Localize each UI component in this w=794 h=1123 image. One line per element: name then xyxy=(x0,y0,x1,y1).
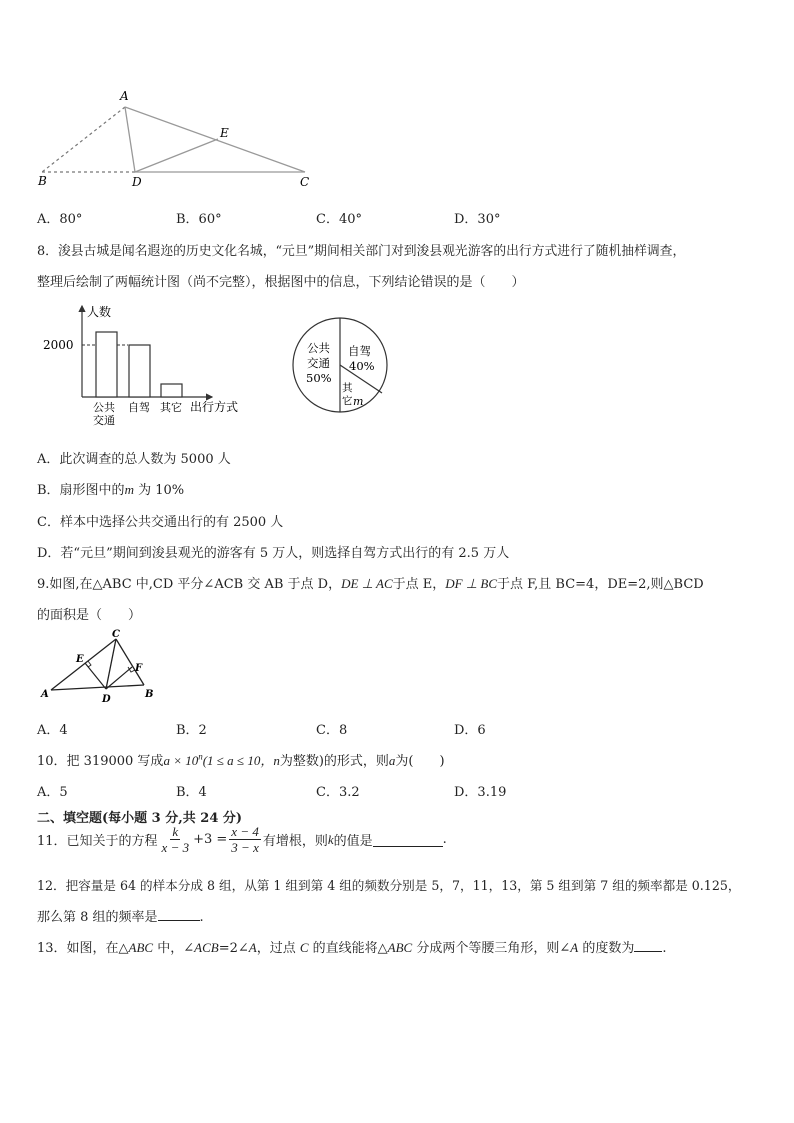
q9-label-C: C xyxy=(112,629,120,640)
q11-end: . xyxy=(442,832,447,847)
q12-stem-line1: 12．把容量是 64 的样本分成 8 组，从第 1 组到第 4 组的频数分别是 5，7，11，13，第 5 组到第 7 组的频率都是 0.125， xyxy=(37,878,741,893)
q10-option-d: D．3.19 xyxy=(454,785,507,800)
q9-math-df-bc: DF ⊥ BC xyxy=(445,576,498,591)
x-tick-self: 自驾 xyxy=(128,401,150,414)
q10-pre: 10．把 319000 写成 xyxy=(37,754,164,769)
bar-chart-travel xyxy=(40,300,255,428)
q8-option-d: D．若“元旦”期间到浚县观光的游客有 5 万人，则选择自驾方式出行的有 2.5 万人 xyxy=(37,546,510,561)
q11-fraction-2 xyxy=(229,824,261,855)
q10-stem xyxy=(37,750,445,769)
q9-stem-b: 于点 E， xyxy=(392,577,446,592)
label-A: A xyxy=(120,89,129,103)
q7-option-a: A．80° xyxy=(37,212,83,227)
q9-label-F: F xyxy=(135,663,143,674)
q13-answer-blank[interactable] xyxy=(634,939,662,952)
q11-pre: 11．已知关于的方程 xyxy=(37,834,158,849)
x-axis-label: 出行方式 xyxy=(190,400,239,414)
pie-label-other-1: 其 xyxy=(342,382,353,394)
q9-label-B: B xyxy=(145,689,154,700)
pie-chart-travel xyxy=(290,315,390,415)
pie-label-other-2: 它 xyxy=(342,395,353,407)
q11-post1: 有增根，则 xyxy=(262,834,328,849)
q11-f1-den: x − 3 xyxy=(161,840,190,855)
q12-answer-blank[interactable] xyxy=(158,908,200,921)
q13-mid5: 的度数为 xyxy=(578,941,635,956)
q9-stem-line2: 的面积是（ ） xyxy=(37,608,142,623)
label-C: C xyxy=(300,175,310,189)
q10-option-a: A．5 xyxy=(37,785,68,800)
q13-end: . xyxy=(662,941,667,956)
section-2-heading: 二、填空题(每小题 3 分,共 24 分) xyxy=(37,811,243,826)
q11-stem xyxy=(37,824,447,855)
q8-option-b xyxy=(37,479,184,498)
q10-post: 为整数)的形式，则 xyxy=(279,754,389,769)
y-axis-label: 人数 xyxy=(87,305,112,319)
q11-f2-num: x − 4 xyxy=(231,824,259,839)
q10-option-c: C．3.2 xyxy=(316,785,360,800)
q10-expr: a × 10 xyxy=(163,753,199,768)
q11-f2-den: 3 − x xyxy=(231,840,259,855)
q10-sup: n xyxy=(198,751,203,762)
bar-2 xyxy=(161,384,182,397)
triangle-figure-q7 xyxy=(30,85,330,195)
q9-label-A: A xyxy=(41,689,49,700)
q11-answer-blank[interactable] xyxy=(373,832,443,847)
q13-abc2: ABC xyxy=(387,940,413,955)
q10-n: n xyxy=(273,753,280,768)
q8-option-b-var: m xyxy=(124,482,134,497)
q8-option-b-post: 为 10% xyxy=(133,483,185,498)
q9-stem-a: 9.如图,在△ABC 中,CD 平分∠ACB 交 AB 于点 D， xyxy=(37,577,342,592)
q11-post2: 的值是 xyxy=(333,834,373,849)
label-E: E xyxy=(220,126,229,140)
q8-option-c: C．样本中选择公共交通出行的有 2500 人 xyxy=(37,515,284,530)
triangle-figure-q9 xyxy=(36,627,161,707)
q13-stem xyxy=(37,937,667,956)
pie-label-public-1: 公共 xyxy=(307,341,330,355)
q11-k: k xyxy=(327,831,334,847)
q9-option-a: A．4 xyxy=(37,723,68,738)
q13-eq: =2∠ xyxy=(218,941,249,956)
q11-fraction-1 xyxy=(160,824,192,855)
q9-label-D: D xyxy=(102,694,111,705)
q13-mid4: 分成两个等腰三角形，则∠ xyxy=(412,941,571,956)
q12-stem-line2 xyxy=(37,906,204,925)
bar-1 xyxy=(129,345,150,397)
q7-option-c: C．40° xyxy=(316,212,362,227)
label-D: D xyxy=(132,175,142,189)
q13-pre: 13．如图，在△ xyxy=(37,941,129,956)
pie-label-self-pct: 40% xyxy=(349,359,375,373)
y-tick-2000: 2000 xyxy=(43,338,74,352)
q10-cond: (1 ≤ a ≤ 10， xyxy=(202,753,274,768)
q13-a2: A xyxy=(570,940,579,955)
x-tick-public-1: 公共 xyxy=(93,401,115,414)
q7-option-b: B．60° xyxy=(176,212,222,227)
q13-mid2: ，过点 xyxy=(256,941,300,956)
q10-end: 为( ) xyxy=(395,754,445,769)
q8-stem-line2: 整理后绘制了两幅统计图（尚不完整），根据图中的信息，下列结论错误的是（ ） xyxy=(37,275,525,290)
q13-acb: ACB xyxy=(194,940,219,955)
q11-mid: +3 = xyxy=(193,832,228,847)
q9-option-b: B．2 xyxy=(176,723,207,738)
q8-option-b-pre: B．扇形图中的 xyxy=(37,483,125,498)
pie-label-public-2: 交通 xyxy=(307,356,330,370)
q9-stem-c: 于点 F,且 BC=4，DE=2,则△BCD xyxy=(497,577,704,592)
q13-mid3: 的直线能将△ xyxy=(308,941,388,956)
q12-line2-pre: 那么第 8 组的频率是 xyxy=(37,910,158,925)
x-tick-other: 其它 xyxy=(160,401,182,414)
q13-abc1: ABC xyxy=(128,940,154,955)
q7-option-d: D．30° xyxy=(454,212,501,227)
q13-mid1: 中，∠ xyxy=(153,941,195,956)
q13-a1: A xyxy=(248,940,257,955)
q8-stem-line1: 8．浚县古城是闻名遐迩的历史文化名城，“元旦”期间相关部门对到浚县观光游客的出行方式进行了随机抽样调查， xyxy=(37,244,686,259)
q8-option-a: A．此次调查的总人数为 5000 人 xyxy=(37,452,231,467)
pie-label-self-1: 自驾 xyxy=(348,344,371,358)
q10-option-b: B．4 xyxy=(176,785,207,800)
label-B: B xyxy=(38,174,47,188)
bar-0 xyxy=(96,332,117,397)
q9-option-c: C．8 xyxy=(316,723,348,738)
pie-label-public-pct: 50% xyxy=(306,371,332,385)
pie-label-other-m: m xyxy=(353,395,364,408)
q9-stem-line1 xyxy=(37,573,704,592)
q12-line2-end: . xyxy=(199,910,204,925)
q13-c: C xyxy=(299,940,309,955)
x-tick-public-2: 交通 xyxy=(93,414,115,427)
q9-math-de-ac: DE ⊥ AC xyxy=(341,576,393,591)
q9-option-d: D．6 xyxy=(454,723,486,738)
q9-label-E: E xyxy=(76,654,84,665)
q10-a: a xyxy=(388,753,396,768)
q11-f1-num: k xyxy=(172,824,179,839)
